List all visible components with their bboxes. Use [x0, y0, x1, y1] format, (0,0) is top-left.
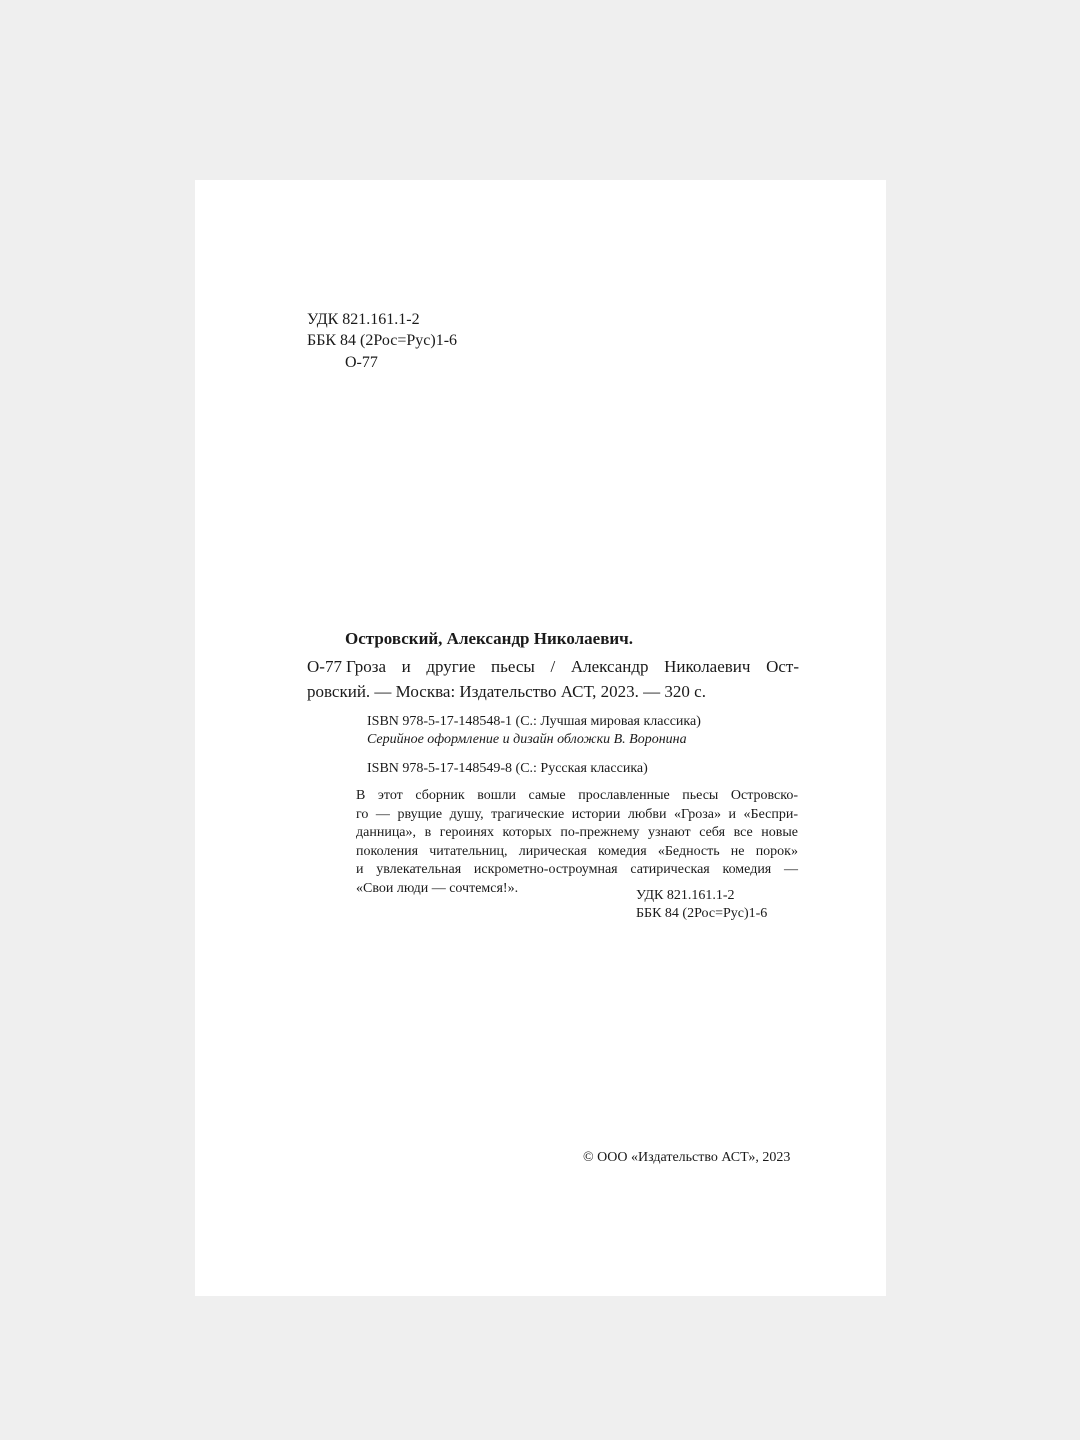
title-line-1: Гроза и другие пьесы / Александр Николаевич Ост- [346, 657, 799, 676]
annotation-line: и увлекательная искрометно-остроумная сатирическая комедия — [356, 862, 798, 878]
top-author-mark: О-77 [345, 354, 378, 371]
annotation-line: данница», в героинях которых по-прежнему узнают себя все новые [356, 825, 798, 841]
isbn-2: ISBN 978-5-17-148549-8 (С.: Русская классика) [367, 761, 648, 776]
annotation-line: «Свои люди — сочтемся!». [356, 880, 519, 896]
annotation-line: поколения читательниц, лирическая комедия «Бедность не порок» [356, 843, 798, 859]
card-bbk: ББК 84 (2Рос=Рус)1-6 [636, 906, 768, 921]
card-author-mark: О-77 [307, 657, 342, 676]
isbn-1: ISBN 978-5-17-148548-1 (С.: Лучшая мировая классика) [367, 714, 701, 729]
annotation-line: В этот сборник вошли самые прославленные пьесы Островско- [356, 788, 798, 803]
title-line-2: ровский. — Москва: Издательство АСТ, 2023. — 320 с. [307, 682, 706, 701]
bibliographic-description [346, 654, 799, 679]
design-credit: Серийное оформление и дизайн обложки В. Воронина [367, 732, 687, 747]
annotation-line: го — рвущие душу, трагические истории любви «Гроза» и «Беспри- [356, 806, 798, 822]
top-udk: УДК 821.161.1-2 [307, 311, 420, 328]
author-heading: Островский, Александр Николаевич. [345, 629, 634, 648]
book-page [195, 180, 886, 1296]
top-bbk: ББК 84 (2Рос=Рус)1-6 [307, 332, 458, 349]
annotation [356, 787, 798, 899]
card-udk: УДК 821.161.1-2 [636, 888, 735, 903]
copyright: © ООО «Издательство АСТ», 2023 [583, 1150, 791, 1165]
